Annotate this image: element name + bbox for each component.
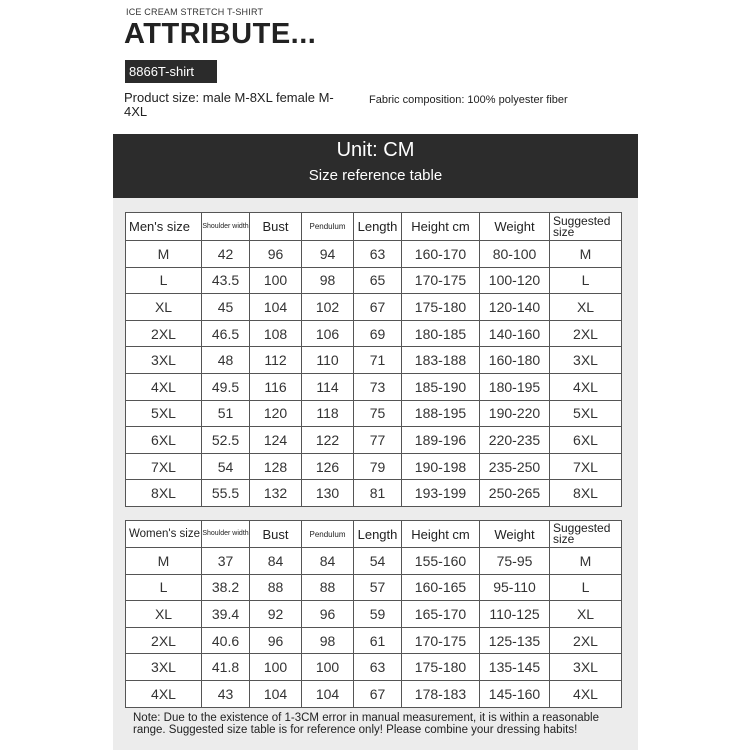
unit-banner bbox=[113, 134, 638, 198]
table-cell: 61 bbox=[354, 627, 402, 654]
table-cell: 69 bbox=[354, 320, 402, 347]
table-cell: 126 bbox=[302, 453, 354, 480]
table-cell: 57 bbox=[354, 574, 402, 601]
table-cell: 135-145 bbox=[480, 654, 550, 681]
table-cell: XL bbox=[126, 601, 202, 628]
table-cell: 84 bbox=[302, 548, 354, 575]
table-row bbox=[126, 373, 622, 400]
table-row bbox=[126, 574, 622, 601]
table-cell: L bbox=[126, 574, 202, 601]
table-cell: 155-160 bbox=[402, 548, 480, 575]
table-cell: 98 bbox=[302, 267, 354, 294]
table-cell: 116 bbox=[250, 373, 302, 400]
table-cell: 183-188 bbox=[402, 347, 480, 374]
table-cell: M bbox=[550, 241, 622, 268]
table-cell: 106 bbox=[302, 320, 354, 347]
table-cell: 160-165 bbox=[402, 574, 480, 601]
table-cell: 45 bbox=[202, 294, 250, 321]
table-cell: 102 bbox=[302, 294, 354, 321]
table-cell: 104 bbox=[250, 294, 302, 321]
table-cell: 132 bbox=[250, 480, 302, 507]
table-cell: 46.5 bbox=[202, 320, 250, 347]
col-header-height: Height cm bbox=[402, 213, 480, 241]
table-cell: 39.4 bbox=[202, 601, 250, 628]
table-row bbox=[126, 680, 622, 707]
table-cell: 100 bbox=[250, 267, 302, 294]
table-cell: 96 bbox=[250, 627, 302, 654]
col-header-size: Women's size bbox=[126, 521, 202, 548]
table-cell: 110-125 bbox=[480, 601, 550, 628]
table-cell: 190-198 bbox=[402, 453, 480, 480]
table-cell: 43 bbox=[202, 680, 250, 707]
table-cell: 8XL bbox=[126, 480, 202, 507]
table-cell: 7XL bbox=[550, 453, 622, 480]
table-cell: 65 bbox=[354, 267, 402, 294]
table-cell: 73 bbox=[354, 373, 402, 400]
table-cell: 110 bbox=[302, 347, 354, 374]
table-cell: 3XL bbox=[550, 347, 622, 374]
table-cell: 3XL bbox=[550, 654, 622, 681]
col-header-shoulder: Shoulder width bbox=[202, 213, 250, 241]
table-cell: 43.5 bbox=[202, 267, 250, 294]
table-cell: 175-180 bbox=[402, 294, 480, 321]
col-header-length: Length bbox=[354, 521, 402, 548]
col-header-shoulder: Shoulder width bbox=[202, 521, 250, 548]
table-row bbox=[126, 453, 622, 480]
unit-label: Unit: CM bbox=[336, 139, 415, 161]
table-cell: 63 bbox=[354, 654, 402, 681]
table-cell: 59 bbox=[354, 601, 402, 628]
table-cell: 128 bbox=[250, 453, 302, 480]
table-cell: 54 bbox=[354, 548, 402, 575]
table-cell: 81 bbox=[354, 480, 402, 507]
table-cell: 104 bbox=[302, 680, 354, 707]
col-header-length: Length bbox=[354, 213, 402, 241]
table-cell: 54 bbox=[202, 453, 250, 480]
table-row bbox=[126, 427, 622, 454]
table-cell: 3XL bbox=[126, 654, 202, 681]
table-cell: L bbox=[126, 267, 202, 294]
table-cell: 49.5 bbox=[202, 373, 250, 400]
table-cell: L bbox=[550, 267, 622, 294]
table-row bbox=[126, 267, 622, 294]
table-cell: 75 bbox=[354, 400, 402, 427]
table-row bbox=[126, 320, 622, 347]
product-eyebrow: ICE CREAM STRETCH T-SHIRT bbox=[126, 7, 264, 17]
table-row bbox=[126, 601, 622, 628]
table-cell: 48 bbox=[202, 347, 250, 374]
table-cell: 67 bbox=[354, 294, 402, 321]
table-cell: 4XL bbox=[550, 680, 622, 707]
table-cell: 124 bbox=[250, 427, 302, 454]
col-header-pendulum: Pendulum bbox=[302, 213, 354, 241]
table-cell: 165-170 bbox=[402, 601, 480, 628]
table-row bbox=[126, 294, 622, 321]
size-table-title: Size reference table bbox=[308, 167, 443, 184]
table-cell: 79 bbox=[354, 453, 402, 480]
table-cell: 40.6 bbox=[202, 627, 250, 654]
table-row bbox=[126, 627, 622, 654]
mens-header-row bbox=[126, 213, 622, 241]
mens-size-table bbox=[125, 212, 622, 507]
table-cell: 92 bbox=[250, 601, 302, 628]
col-header-weight: Weight bbox=[480, 521, 550, 548]
table-cell: L bbox=[550, 574, 622, 601]
col-header-pendulum: Pendulum bbox=[302, 521, 354, 548]
table-cell: 170-175 bbox=[402, 267, 480, 294]
table-cell: 37 bbox=[202, 548, 250, 575]
table-cell: 55.5 bbox=[202, 480, 250, 507]
table-cell: 180-185 bbox=[402, 320, 480, 347]
table-cell: 235-250 bbox=[480, 453, 550, 480]
table-cell: 104 bbox=[250, 680, 302, 707]
table-cell: 71 bbox=[354, 347, 402, 374]
table-cell: M bbox=[126, 548, 202, 575]
table-cell: 220-235 bbox=[480, 427, 550, 454]
table-cell: 8XL bbox=[550, 480, 622, 507]
col-header-suggested: Suggested size bbox=[550, 521, 622, 548]
table-cell: 100 bbox=[250, 654, 302, 681]
womens-header-row bbox=[126, 521, 622, 548]
table-cell: 41.8 bbox=[202, 654, 250, 681]
table-cell: 7XL bbox=[126, 453, 202, 480]
table-cell: 5XL bbox=[550, 400, 622, 427]
table-cell: 51 bbox=[202, 400, 250, 427]
table-cell: M bbox=[126, 241, 202, 268]
col-header-bust: Bust bbox=[250, 521, 302, 548]
table-cell: XL bbox=[550, 294, 622, 321]
table-cell: 125-135 bbox=[480, 627, 550, 654]
womens-size-table bbox=[125, 520, 622, 708]
table-cell: 6XL bbox=[126, 427, 202, 454]
table-cell: 160-180 bbox=[480, 347, 550, 374]
table-cell: 130 bbox=[302, 480, 354, 507]
table-cell: 63 bbox=[354, 241, 402, 268]
table-cell: 120 bbox=[250, 400, 302, 427]
col-header-weight: Weight bbox=[480, 213, 550, 241]
table-cell: 88 bbox=[302, 574, 354, 601]
table-cell: 160-170 bbox=[402, 241, 480, 268]
table-cell: 190-220 bbox=[480, 400, 550, 427]
table-cell: 2XL bbox=[550, 627, 622, 654]
model-badge: 8866T-shirt bbox=[125, 60, 217, 83]
table-cell: 4XL bbox=[550, 373, 622, 400]
table-cell: 122 bbox=[302, 427, 354, 454]
table-cell: 2XL bbox=[550, 320, 622, 347]
table-cell: 100 bbox=[302, 654, 354, 681]
table-cell: 120-140 bbox=[480, 294, 550, 321]
table-cell: 6XL bbox=[550, 427, 622, 454]
col-header-suggested: Suggested size bbox=[550, 213, 622, 241]
table-cell: 4XL bbox=[126, 373, 202, 400]
page-title: ATTRIBUTE... bbox=[124, 18, 317, 50]
table-row bbox=[126, 548, 622, 575]
table-cell: 4XL bbox=[126, 680, 202, 707]
table-cell: 67 bbox=[354, 680, 402, 707]
table-row bbox=[126, 400, 622, 427]
col-header-height: Height cm bbox=[402, 521, 480, 548]
table-cell: 170-175 bbox=[402, 627, 480, 654]
table-cell: 5XL bbox=[126, 400, 202, 427]
table-cell: 108 bbox=[250, 320, 302, 347]
table-cell: 178-183 bbox=[402, 680, 480, 707]
table-row bbox=[126, 241, 622, 268]
table-cell: 100-120 bbox=[480, 267, 550, 294]
table-cell: 94 bbox=[302, 241, 354, 268]
table-cell: 3XL bbox=[126, 347, 202, 374]
table-cell: 250-265 bbox=[480, 480, 550, 507]
table-cell: 2XL bbox=[126, 320, 202, 347]
table-cell: 98 bbox=[302, 627, 354, 654]
table-cell: XL bbox=[550, 601, 622, 628]
table-cell: 112 bbox=[250, 347, 302, 374]
table-cell: 84 bbox=[250, 548, 302, 575]
table-row bbox=[126, 480, 622, 507]
table-cell: XL bbox=[126, 294, 202, 321]
table-cell: 80-100 bbox=[480, 241, 550, 268]
table-cell: 188-195 bbox=[402, 400, 480, 427]
table-cell: 52.5 bbox=[202, 427, 250, 454]
col-header-bust: Bust bbox=[250, 213, 302, 241]
table-row bbox=[126, 347, 622, 374]
product-size-text: Product size: male M-8XL female M-4XL bbox=[124, 90, 334, 119]
table-cell: 88 bbox=[250, 574, 302, 601]
table-cell: M bbox=[550, 548, 622, 575]
measurement-note: Note: Due to the existence of 1-3CM error in manual measurement, it is within a reasonable range. Suggested size table is for reference only! Please combine your dressing habits! bbox=[133, 712, 599, 736]
table-cell: 96 bbox=[302, 601, 354, 628]
table-row bbox=[126, 654, 622, 681]
table-cell: 145-160 bbox=[480, 680, 550, 707]
table-cell: 42 bbox=[202, 241, 250, 268]
table-cell: 118 bbox=[302, 400, 354, 427]
table-cell: 180-195 bbox=[480, 373, 550, 400]
table-cell: 193-199 bbox=[402, 480, 480, 507]
table-cell: 185-190 bbox=[402, 373, 480, 400]
table-cell: 38.2 bbox=[202, 574, 250, 601]
table-cell: 77 bbox=[354, 427, 402, 454]
table-cell: 95-110 bbox=[480, 574, 550, 601]
table-cell: 140-160 bbox=[480, 320, 550, 347]
col-header-size: Men's size bbox=[126, 213, 202, 241]
table-cell: 189-196 bbox=[402, 427, 480, 454]
table-cell: 2XL bbox=[126, 627, 202, 654]
table-cell: 175-180 bbox=[402, 654, 480, 681]
table-cell: 75-95 bbox=[480, 548, 550, 575]
table-cell: 114 bbox=[302, 373, 354, 400]
table-cell: 96 bbox=[250, 241, 302, 268]
fabric-composition: Fabric composition: 100% polyester fiber bbox=[369, 94, 568, 106]
